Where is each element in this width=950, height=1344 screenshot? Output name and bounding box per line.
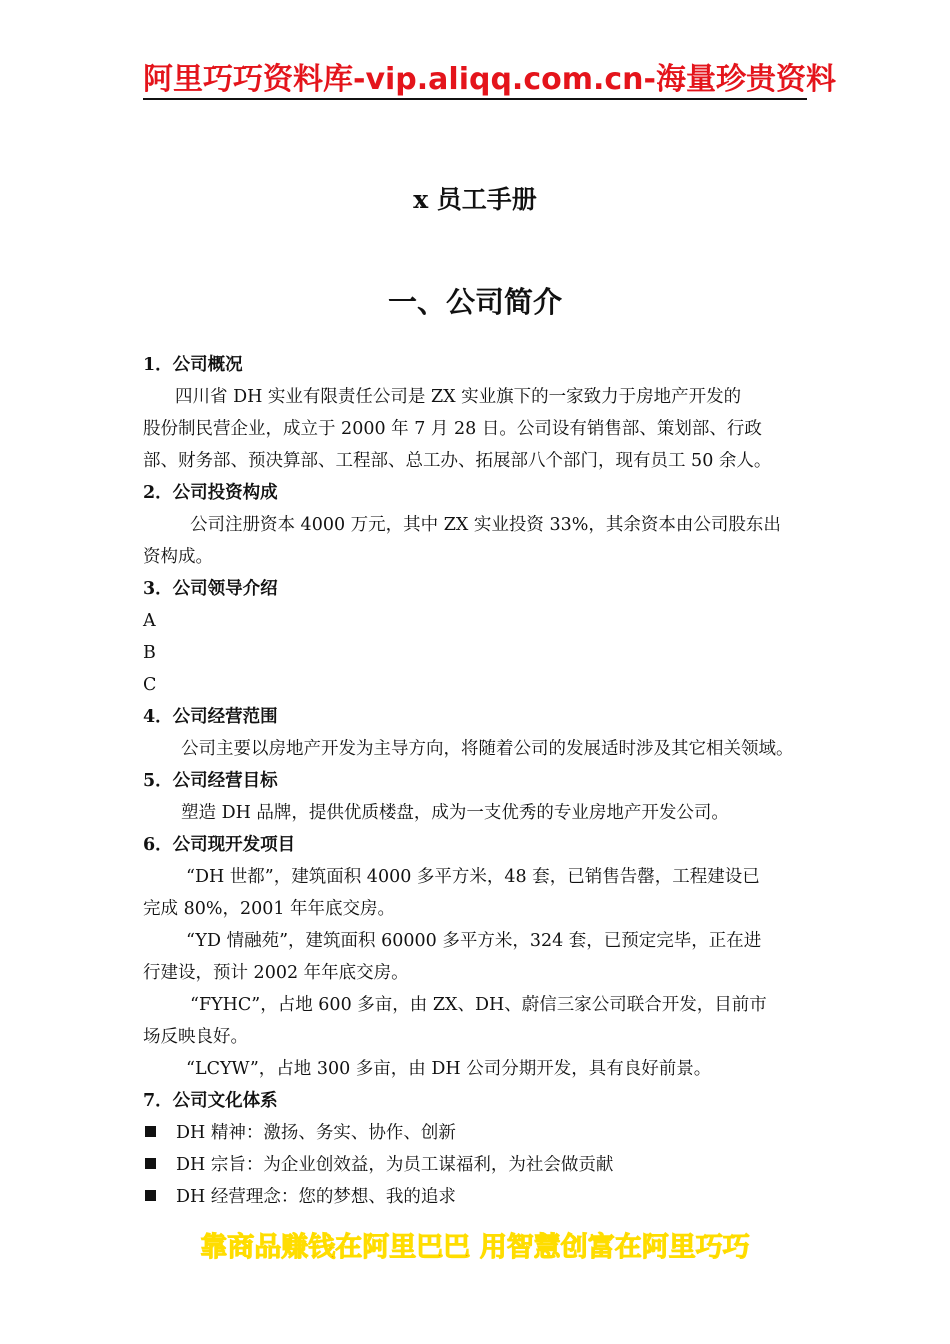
paragraph-line: 公司注册资本 4000 万元，其中 ZX 实业投资 33%，其余资本由公司股东出 (190, 515, 781, 535)
banner-top-underline (143, 98, 807, 100)
paragraph-line: “YD 情融苑”，建筑面积 60000 多平方米，324 套，已预定完毕，正在进 (186, 931, 762, 951)
paragraph-line: 完成 80%，2001 年年底交房。 (143, 899, 396, 919)
list-item: B (143, 643, 156, 663)
heading-current-projects: 6．公司现开发项目 (143, 835, 296, 855)
paragraph-line: 四川省 DH 实业有限责任公司是 ZX 实业旗下的一家致力于房地产开发的 (175, 387, 742, 407)
paragraph-line: 股份制民营企业，成立于 2000 年 7 月 28 日。公司设有销售部、策划部、行政 (143, 419, 762, 439)
bullet-text: DH 精神：激扬、务实、协作、创新 (176, 1123, 456, 1143)
list-item: A (143, 611, 156, 631)
paragraph-line: “FYHC”，占地 600 多亩，由 ZX、DH、蔚信三家公司联合开发，目前市 (190, 995, 767, 1015)
section-title: 一、公司简介 (387, 285, 562, 319)
paragraph-line: “DH 世都”，建筑面积 4000 多平方米，48 套，已销售告罄，工程建设已 (186, 867, 760, 887)
paragraph-line: 部、财务部、预决算部、工程部、总工办、拓展部八个部门，现有员工 50 余人。 (143, 451, 772, 471)
paragraph-line: 场反映良好。 (143, 1027, 248, 1047)
paragraph-line: 资构成。 (143, 547, 213, 567)
paragraph-line: “LCYW”，占地 300 多亩，由 DH 公司分期开发，具有良好前景。 (186, 1059, 712, 1079)
square-bullet-icon (145, 1190, 156, 1201)
document-title: x 员工手册 (413, 185, 537, 214)
square-bullet-icon (145, 1158, 156, 1169)
heading-business-goal: 5．公司经营目标 (143, 771, 278, 791)
heading-investment: 2．公司投资构成 (143, 483, 278, 503)
heading-leadership: 3．公司领导介绍 (143, 579, 278, 599)
heading-company-overview: 1．公司概况 (143, 355, 243, 375)
document-body (143, 349, 823, 1213)
banner-top-text: 阿里巧巧资料库-vip.aliqq.com.cn-海量珍贵资料 (143, 62, 836, 97)
bullet-item (143, 1181, 823, 1213)
bullet-item (143, 1149, 823, 1181)
paragraph-line: 塑造 DH 品牌，提供优质楼盘，成为一支优秀的专业房地产开发公司。 (181, 803, 729, 823)
bullet-item (143, 1117, 823, 1149)
watermark-banner-bottom: 靠商品赚钱在阿里巴巴 用智慧创富在阿里巧巧 (200, 1232, 750, 1263)
heading-business-scope: 4．公司经营范围 (143, 707, 278, 727)
square-bullet-icon (145, 1126, 156, 1137)
paragraph-line: 公司主要以房地产开发为主导方向，将随着公司的发展适时涉及其它相关领域。 (181, 739, 794, 759)
paragraph-line: 行建设，预计 2002 年年底交房。 (143, 963, 409, 983)
watermark-banner-top (143, 60, 836, 100)
bullet-text: DH 宗旨：为企业创效益，为员工谋福利，为社会做贡献 (176, 1155, 614, 1175)
bullet-text: DH 经营理念：您的梦想、我的追求 (176, 1187, 456, 1207)
list-item: C (143, 675, 157, 695)
heading-culture: 7．公司文化体系 (143, 1091, 278, 1111)
